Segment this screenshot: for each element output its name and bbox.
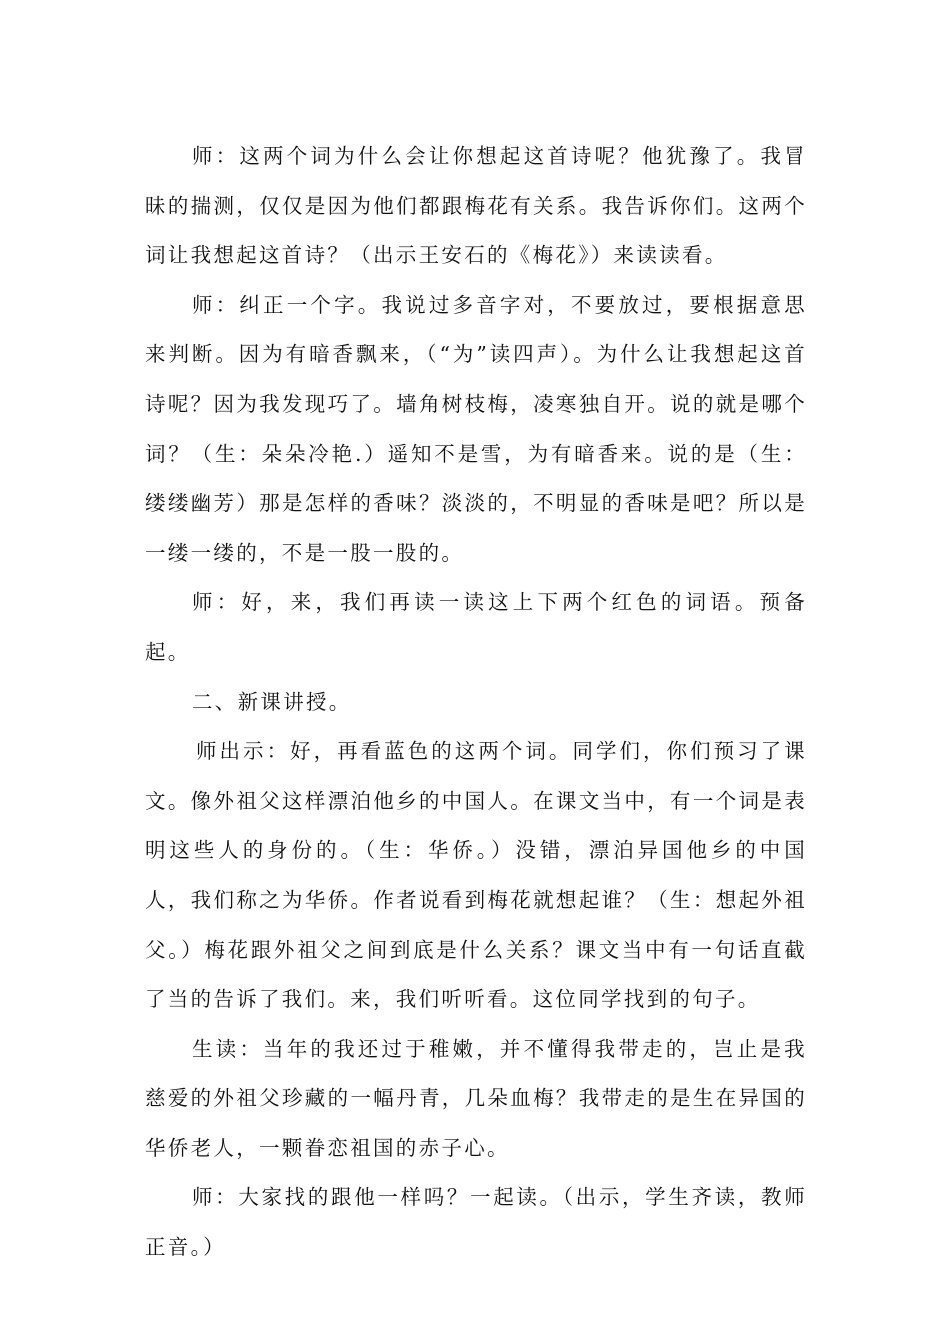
paragraph-teacher-reread: 师：好，来，我们再读一读这上下两个红色的词语。预备起。 — [145, 590, 807, 664]
paragraph-teacher-read-together: 师：大家找的跟他一样吗？一起读。（出示，学生齐读，教师正音。） — [145, 1185, 807, 1260]
document-body — [145, 132, 807, 1273]
paragraph-teacher-correction: 师：纠正一个字。我说过多音字对，不要放过，要根据意思来判断。因为有暗香飘来，（“为”读四声）。为什么让我想起这首诗呢？因为我发现巧了。墙角树枝梅，凌寒独自开。说的就是哪个词？（生：朵朵冷艳.）遥知不是雪，为有暗香来。说的是（生：缕缕幽芳）那是怎样的香味？淡淡的，不明显的香味是吧？所以是一缕一缕的，不是一股一股的。 — [145, 292, 807, 565]
paragraph-teacher-question: 师：这两个词为什么会让你想起这首诗呢？他犹豫了。我冒昧的揣测，仅仅是因为他们都跟梅花有关系。我告诉你们。这两个词让我想起这首诗？（出示王安石的《梅花》）来读读看。 — [145, 144, 807, 268]
paragraph-teacher-blue-words: 师出示：好，再看蓝色的这两个词。同学们，你们预习了课文。像外祖父这样漂泊他乡的中国人。在课文当中，有一个词是表明这些人的身份的。（生：华侨。）没错，漂泊异国他乡的中国人，我们称之为华侨。作者说看到梅花就想起谁？（生：想起外祖父。）梅花跟外祖父之间到底是什么关系？课文当中有一句话直截了当的告诉了我们。来，我们听听看。这位同学找到的句子。 — [145, 739, 807, 1012]
paragraph-student-reading: 生读：当年的我还过于稚嫩，并不懂得我带走的，岂止是我慈爱的外祖父珍藏的一幅丹青，几朵血梅？我带走的是生在异国的华侨老人，一颗眷恋祖国的赤子心。 — [145, 1036, 807, 1160]
section-heading-new-lesson: 二、新课讲授。 — [192, 689, 352, 714]
